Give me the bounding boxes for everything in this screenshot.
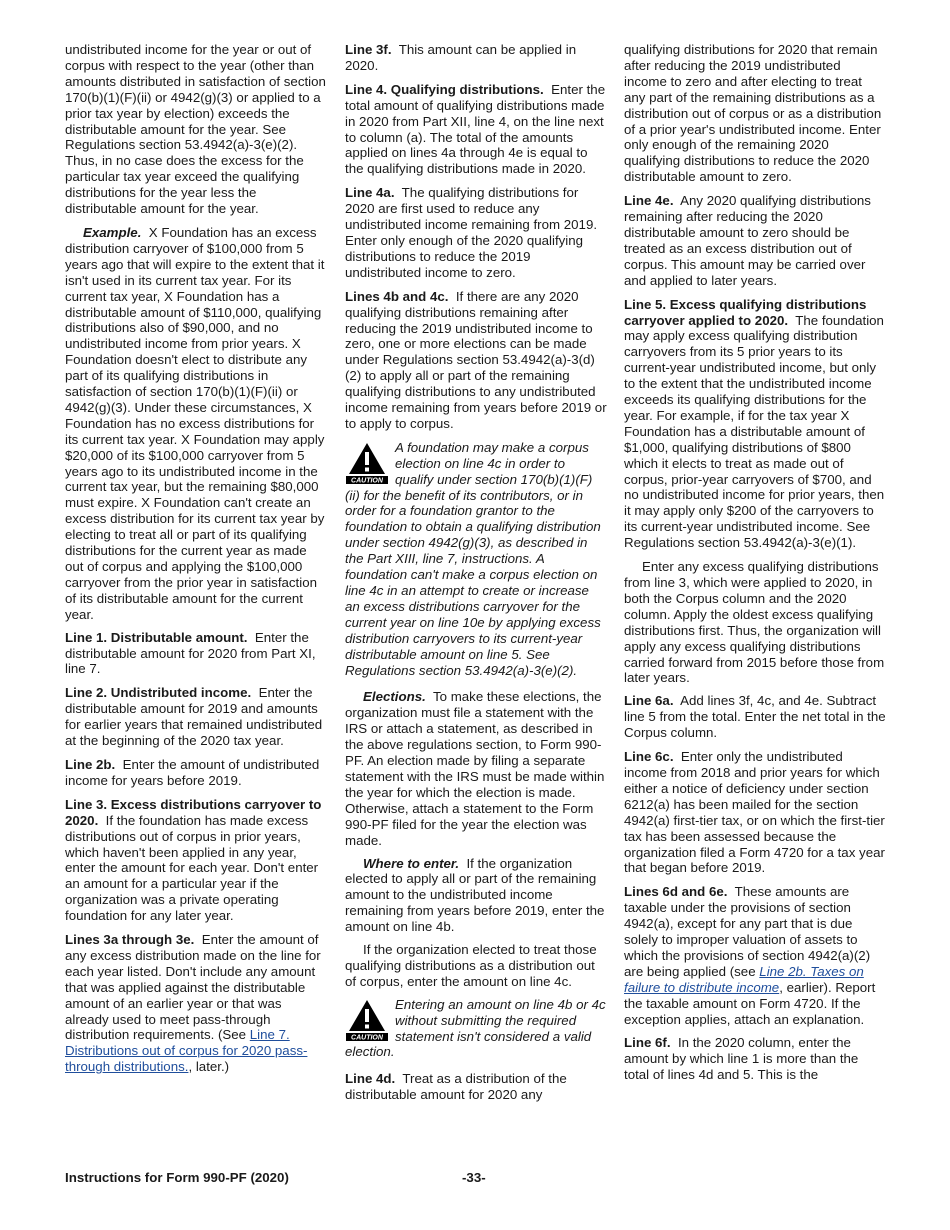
heading-lines-4b-4c: Lines 4b and 4c. <box>345 288 449 304</box>
paragraph-line-6a: Line 6a. Add lines 3f, 4c, and 4e. Subtract line 5 from the total. Enter the net total in the Corpus column. <box>624 693 886 741</box>
paragraph-line-4a: Line 4a. The qualifying distributions for 2020 are first used to reduce any undistributed income remaining from 2019. Enter only enough of the 2020 qualifying distributions to reduce the 2019 undistributed income to zero. <box>345 185 598 280</box>
example-heading: Example. <box>83 224 142 240</box>
heading-line-4d: Line 4d. <box>345 1071 396 1087</box>
heading-line-4: Line 4. Qualifying distributions. <box>345 81 544 97</box>
paragraph-line-6f: Line 6f. In the 2020 column, enter the amount by which line 1 is more than the total of lines 4d and 5. This is the <box>624 1035 859 1083</box>
caution-warning-icon <box>345 998 389 1042</box>
paragraph-line-4: Line 4. Qualifying distributions. Enter the total amount of qualifying distributions made in 2020 from Part XII, line 4, on the line next to column (a). The total of the amounts applied on lines 4a through 4e is equal to the qualifying distributions made in 2020. <box>345 81 606 177</box>
footer-page-number: -33- <box>462 1170 486 1185</box>
heading-lines-3a-3e: Lines 3a through 3e. <box>65 932 195 948</box>
heading-where-to-enter: Where to enter. <box>363 855 460 871</box>
heading-line-6c: Line 6c. <box>624 749 674 765</box>
column-left <box>65 42 327 1083</box>
link-line-2b-taxes[interactable]: Line 2b. Taxes on failure to distribute income <box>624 963 864 995</box>
paragraph-line-5: Line 5. Excess qualifying distributions carryover applied to 2020. The foundation may apply excess qualifying distribution carryovers from its 5 prior years to its current-year undistributed income, but only to the extent that the undistributed income exceeds its qualifying distributions for the year. For example, if for the tax year X Foundation has a distributable amount of $1,000, qualifying distributions of $800 which it elects to treat as made out of corpus, prior-year carryovers of $700, and no undistributed income for prior years, then it may apply only $200 of the carryovers to its current-year undistributed income. See Regulations section 53.4942(a)-3(e)(1). <box>624 296 885 551</box>
paragraph-line-3f: Line 3f. This amount can be applied in 2020. <box>345 42 577 73</box>
paragraph-enter-excess: Enter any excess qualifying distributions from line 3, which were applied to 2020, in both the Corpus column and the 2020 column. Apply the oldest excess qualifying distributions first. Thus, the organization will apply any excess qualifying distributions carried forward from 2015 before those from later years. <box>624 559 885 686</box>
paragraph-line-2b: Line 2b. Enter the amount of undistributed income for years before 2019. <box>65 756 320 788</box>
paragraph-elections: Elections. To make these elections, the organization must file a statement with the IRS or attach a statement, as described in the above regulations section, to Form 990-PF. An election made by filing a separate statement with the IRS must be made within the year for which the election is made. Otherwise, attach a statement to the Form 990-PF filed for the year the election was made. <box>345 689 605 848</box>
caution-note-corpus-election: CAUTION A foundation may make a corpus election on line 4c in order to qualify under section 170(b)(1)(F)(ii) for the benefit of its contributors, or in order for a foundation grantor to the foundation to obtain a qualifying distribution under section 4942(g)(3), as described in the Part XIII, line 7, instructions. A foundation can't make a corpus election on line 4c in an attempt to create or increase an excess distributions carryover for the current year on line 10e by applying excess distribution carryovers to its current-year distributable amount on line 5. See Regulations section 53.4942(a)-3(e)(2). <box>345 439 601 678</box>
heading-line-4a: Line 4a. <box>345 185 395 201</box>
paragraph-line-1: Line 1. Distributable amount. Enter the distributable amount for 2020 from Part XI, line 7. <box>65 629 316 677</box>
heading-line-5: Line 5. Excess qualifying distributions carryover applied to 2020. <box>624 296 867 328</box>
caution-label: CAUTION <box>351 1034 383 1042</box>
footer-form-title: Instructions for Form 990-PF (2020) <box>65 1170 289 1185</box>
paragraph-lines-3a-3e: Lines 3a through 3e. Enter the amount of any excess distribution made on the line for each year listed. Don't include any amount that was applied against the distributable amount of an earlier year or that was already used to meet pass-through distribution requirements. (See Line 7. Distributions out of corpus for 2020 pass-through distributions., later.) <box>65 932 321 1075</box>
caution-note-statement: CAUTION Entering an amount on line 4b or 4c without submitting the required statement isn't considered a valid election. <box>345 996 606 1060</box>
paragraph-corpus-election-entry: If the organization elected to treat those qualifying distributions as a distribution out of corpus, enter the amount on line 4c. <box>345 942 597 989</box>
heading-line-4e: Line 4e. <box>624 193 674 209</box>
paragraph-intro: undistributed income for the year or out of corpus with respect to the year (other than amounts distributed in satisfaction of section 170(b)(1)(F)(ii) or 4942(g)(3) or applied to a prior tax year by election) exceeds the distributable amount for the year. See Regulations section 53.4942(a)-3(e)(2). Thus, in no case does the excess for the particular tax year exceed the qualifying distributions for the year less the distributable amount for the year. <box>65 42 326 217</box>
paragraph-lines-4b-4c: Lines 4b and 4c. If there are any 2020 qualifying distributions remaining after reducing the 2019 undistributed income to zero, one or more elections can be made under Regulations section 53.4942(a)-3(d)(2) to apply all or part of the remaining qualifying distributions to any undistributed income remaining from years before 2019 or to apply to corpus. <box>345 288 607 431</box>
heading-line-3f: Line 3f. <box>345 42 392 57</box>
link-line-7-distributions[interactable]: Line 7. Distributions out of corpus for 2020 pass-through distributions. <box>65 1027 308 1075</box>
heading-elections: Elections. <box>363 689 426 705</box>
paragraph-where-to-enter: Where to enter. If the organization elected to apply all or part of the remaining amount to the undistributed income remaining from years before 2019, enter the amount on line 4b. <box>345 855 605 935</box>
column-middle <box>345 42 607 1111</box>
heading-line-6a: Line 6a. <box>624 693 674 709</box>
heading-line-2: Line 2. Undistributed income. <box>65 685 252 701</box>
caution-label: CAUTION <box>351 477 383 485</box>
heading-lines-6d-6e: Lines 6d and 6e. <box>624 884 728 900</box>
heading-line-3: Line 3. Excess distributions carryover to 2020. <box>65 796 322 828</box>
column-right <box>624 42 886 1091</box>
paragraph-line-2: Line 2. Undistributed income. Enter the distributable amount for 2019 and amounts for earlier years that remained undistributed at the beginning of the 2020 tax year. <box>65 685 323 749</box>
heading-line-6f: Line 6f. <box>624 1035 671 1051</box>
paragraph-line-3: Line 3. Excess distributions carryover to 2020. If the foundation has made excess distributions out of corpus in prior years, which haven't been applied in any year, enter the amount for each year. Don't enter an amount for a particular year if the organization was a private operating foundation for any later year. <box>65 796 322 924</box>
heading-line-2b: Line 2b. <box>65 756 116 772</box>
paragraph-line-4d-continued: qualifying distributions for 2020 that remain after reducing the 2019 undistributed income to zero and after electing to treat any part of the remaining distributions as a distribution out of corpus or as a distribution of a prior year's undistributed income. Enter only enough of the remaining 2020 qualifying distributions to reduce the 2020 distributable amount to zero. <box>624 42 882 185</box>
paragraph-line-4d: Line 4d. Treat as a distribution of the distributable amount for 2020 any <box>345 1071 567 1103</box>
heading-line-1: Line 1. Distributable amount. <box>65 629 248 645</box>
paragraph-lines-6d-6e: Lines 6d and 6e. These amounts are taxable under the provisions of section 4942(a), except for any part that is due solely to improper valuation of assets to which the provisions of section 4942(a)(2) are being applied (see Line 2b. Taxes on failure to distribute income, earlier). Report the taxable amount on Form 4720. If the exception applies, attach an explanation. <box>624 884 876 1027</box>
caution-warning-icon <box>345 441 389 485</box>
paragraph-line-4e: Line 4e. Any 2020 qualifying distributions remaining after reducing the 2020 distributable amount to zero should be treated as an excess distribution out of corpus. This amount may be carried over and applied to later years. <box>624 193 871 288</box>
paragraph-line-6c: Line 6c. Enter only the undistributed income from 2018 and prior years for which either a notice of deficiency under section 6212(a) has been mailed for the section 4942(a) first-tier tax, or on which the first-tier tax has been assessed because the organization filed a Form 4720 for a tax year that began before 2019. <box>624 749 885 876</box>
paragraph-example: Example. X Foundation has an excess distribution carryover of $100,000 from 5 years ago that will expire to the extent that it isn't used in its current tax year. For its current tax year, X Foundation has a distributable amount of $110,000, qualifying distributions also of $90,000, and no undistributed income from prior years. X Foundation doesn't elect to distribute any part of its qualifying distributions in satisfaction of section 170(b)(1)(F)(ii) or 4942(g)(3). Under these circumstances, X Foundation has no excess distributions for its current tax year. X Foundation may apply $20,000 of its $100,000 carryover from 5 years ago to its undistributed income in the current tax year, but the remaining $80,000 must expire. X Foundation can't create an excess distribution for its current tax year by electing to treat all or part of its qualifying distributions for the current year as made out of corpus and applying the $100,000 carryover from the prior year in satisfaction of its distributable amount for the current year. <box>65 224 325 622</box>
